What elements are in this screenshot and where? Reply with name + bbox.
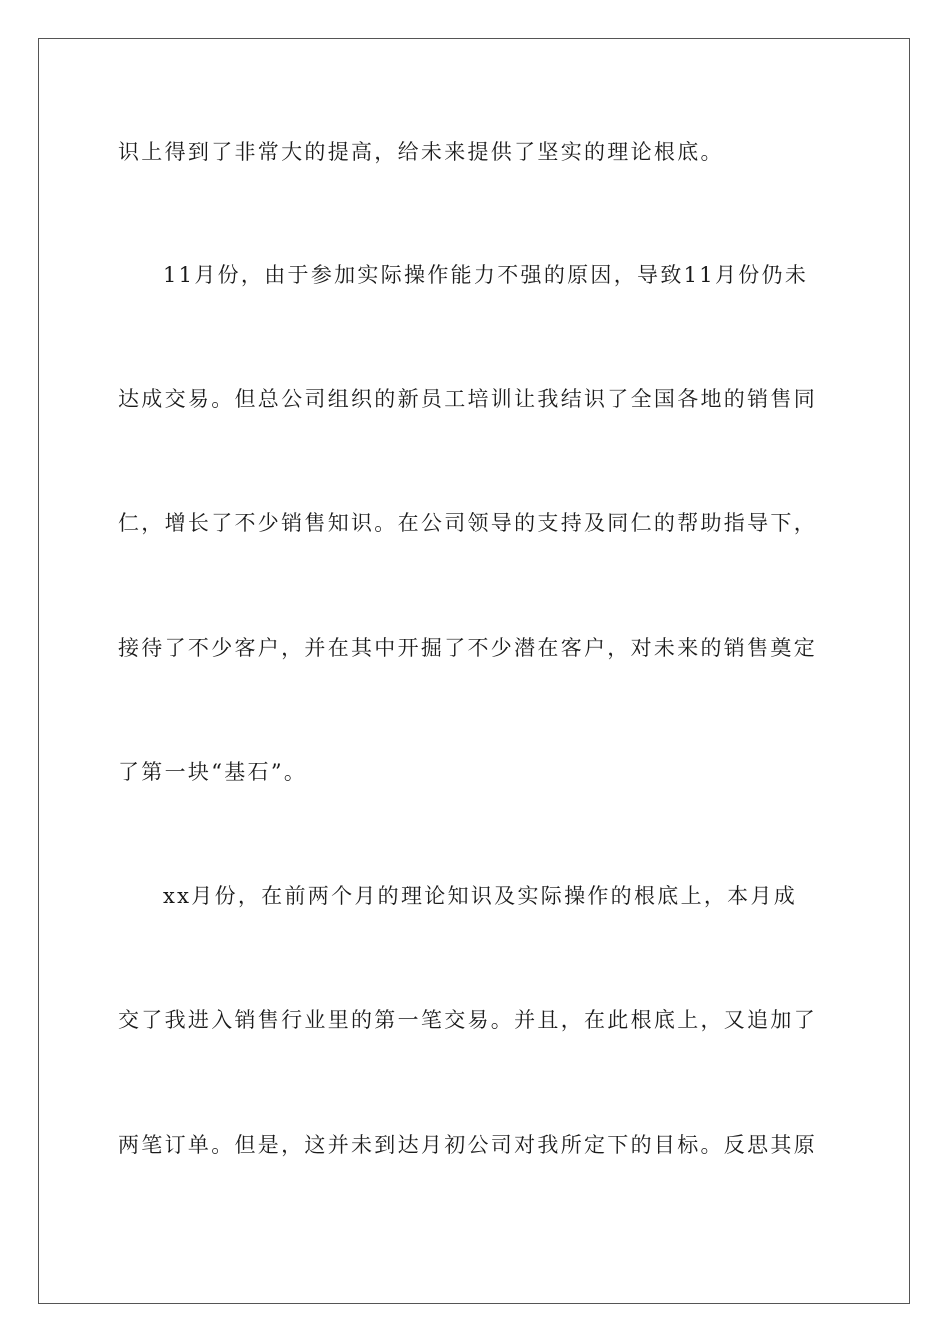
text-line: 交了我进入销售行业里的第一笔交易。并且，在此根底上，又追加了	[118, 1008, 817, 1032]
text-line: 了第一块“基石”。	[118, 760, 308, 784]
text-line: 仁，增长了不少销售知识。在公司领导的支持及同仁的帮助指导下，	[118, 511, 817, 535]
text-line: 达成交易。但总公司组织的新员工培训让我结识了全国各地的销售同	[118, 387, 817, 411]
paragraph-start-line: 11月份，由于参加实际操作能力不强的原因，导致11月份仍未	[163, 263, 809, 287]
paragraph-start-line: xx月份，在前两个月的理论知识及实际操作的根底上，本月成	[163, 884, 798, 908]
text-line: 识上得到了非常大的提高，给未来提供了坚实的理论根底。	[118, 140, 724, 164]
text-line: 接待了不少客户，并在其中开掘了不少潜在客户，对未来的销售奠定	[118, 636, 817, 660]
text-line: 两笔订单。但是，这并未到达月初公司对我所定下的目标。反思其原	[118, 1133, 817, 1157]
page-border	[38, 38, 910, 1304]
